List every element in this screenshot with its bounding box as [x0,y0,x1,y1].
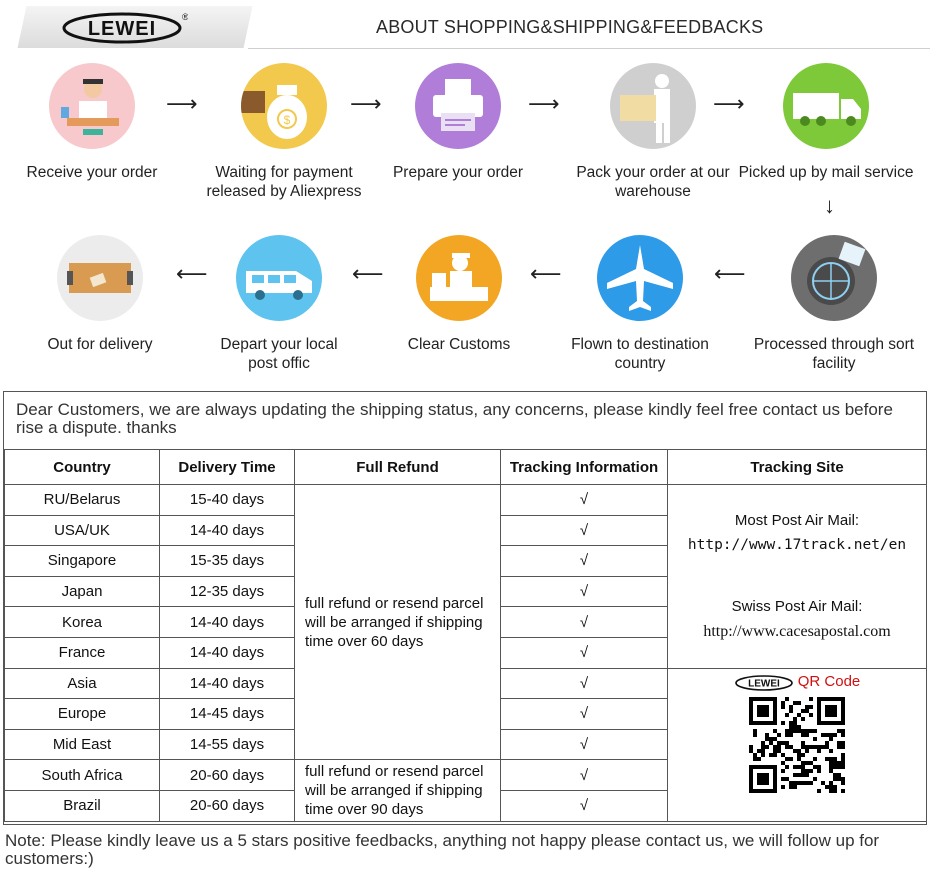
country-cell: USA/UK [5,515,160,546]
printer-icon [415,63,501,149]
step-label: Picked up by mail service [738,164,914,181]
header-divider [248,48,930,49]
arrow-down-icon: ↓ [824,193,835,218]
time-cell: 15-40 days [160,485,295,516]
country-cell: South Africa [5,760,160,791]
svg-text:$: $ [283,113,291,127]
lewei-logo-small [734,673,796,691]
footer-note: Note: Please kindly leave us a 5 stars positive feedbacks, anything not happy please contact us, we will follow up for customers:) [5,831,880,868]
time-cell: 14-55 days [160,729,295,760]
step-label: Clear Customs [407,336,511,353]
delivery-box-icon [57,235,143,321]
globe-icon [791,235,877,321]
check-icon: √ [501,729,668,760]
country-cell: Europe [5,699,160,730]
header-full-refund: Full Refund [295,450,501,485]
step-label: Out for delivery [47,336,153,353]
money-bag-icon [241,63,327,149]
country-cell: Brazil [5,790,160,821]
country-cell: Singapore [5,546,160,577]
arrow-left-icon: ⟵ [530,261,562,286]
check-icon: √ [501,760,668,791]
header-country: Country [5,450,160,485]
time-cell: 15-35 days [160,546,295,577]
step-label: Pack your order at our warehouse [576,164,730,200]
arrow-right-icon: ⟶ [713,91,745,116]
step-depart-post [204,235,354,373]
pack-box-icon [610,63,696,149]
qr-code-label: QR Code [797,673,861,691]
step-receive-order [12,63,172,182]
logo-text: LEWEI [87,18,157,40]
step-label: Processed through sort facility [753,336,915,372]
swiss-post-link[interactable]: http://www.cacesapostal.com [703,623,891,641]
arrow-left-icon: ⟵ [176,261,208,286]
country-cell: Japan [5,576,160,607]
tracking-sites-cell [668,485,927,669]
check-icon: √ [501,699,668,730]
lewei-logo [60,10,188,44]
table-row [5,485,927,516]
refund-60-cell: full refund or resend parcel will be arranged if shipping time over 60 days [295,485,501,760]
swiss-post-label: Swiss Post Air Mail: [731,598,863,616]
check-icon: √ [501,485,668,516]
arrow-right-icon: ⟶ [528,91,560,116]
step-picked-up [736,63,916,182]
table-header-row [5,450,927,485]
check-icon: √ [501,607,668,638]
check-icon: √ [501,790,668,821]
time-cell: 14-40 days [160,607,295,638]
truck-icon [783,63,869,149]
qr-code-cell [668,668,927,821]
check-icon: √ [501,515,668,546]
step-flown [560,235,720,373]
step-clear-customs [382,235,536,354]
time-cell: 14-45 days [160,699,295,730]
van-icon [236,235,322,321]
country-cell: Asia [5,668,160,699]
step-label: Depart your local post offic [220,336,338,372]
notice-text: Dear Customers, we are always updating the shipping status, any concerns, please kindly feel free contact us before rise a dispute. thanks [16,400,893,437]
arrow-right-icon: ⟶ [350,91,382,116]
time-cell: 14-40 days [160,668,295,699]
check-icon: √ [501,637,668,668]
header-tracking-info: Tracking Information [501,450,668,485]
time-cell: 14-40 days [160,515,295,546]
arrow-right-icon: ⟶ [166,91,198,116]
step-label: Receive your order [26,164,158,181]
time-cell: 20-60 days [160,760,295,791]
check-icon: √ [501,576,668,607]
svg-text:®: ® [182,12,188,22]
arrow-left-icon: ⟵ [714,261,746,286]
step-pack-order [570,63,736,201]
shipping-info-box [3,391,927,825]
country-cell: France [5,637,160,668]
receive-order-icon [49,63,135,149]
qr-code-icon[interactable] [749,697,845,793]
header-delivery-time: Delivery Time [160,450,295,485]
time-cell: 14-40 days [160,637,295,668]
airplane-icon [597,235,683,321]
header-tracking-site: Tracking Site [668,450,927,485]
step-waiting-payment [200,63,368,201]
step-prepare-order [378,63,538,182]
time-cell: 12-35 days [160,576,295,607]
check-icon: √ [501,546,668,577]
time-cell: 20-60 days [160,790,295,821]
qr-logo-text: LEWEI [747,678,780,690]
country-cell: Mid East [5,729,160,760]
step-label: Waiting for payment released by Aliexpress [206,164,362,200]
page-title: ABOUT SHOPPING&SHIPPING&FEEDBACKS [376,17,764,37]
customs-officer-icon [416,235,502,321]
check-icon: √ [501,668,668,699]
step-out-delivery [30,235,170,354]
step-sort-facility [752,235,916,373]
most-post-link[interactable]: http://www.17track.net/en [687,537,907,554]
step-label: Flown to destination country [571,336,709,372]
step-label: Prepare your order [392,164,524,181]
qr-header [668,673,926,691]
country-cell: RU/Belarus [5,485,160,516]
arrow-left-icon: ⟵ [352,261,384,286]
header [0,0,930,52]
refund-90-cell: full refund or resend parcel will be arranged if shipping time over 90 days [295,760,501,821]
shipping-table [4,449,927,822]
most-post-label: Most Post Air Mail: [734,512,860,530]
country-cell: Korea [5,607,160,638]
